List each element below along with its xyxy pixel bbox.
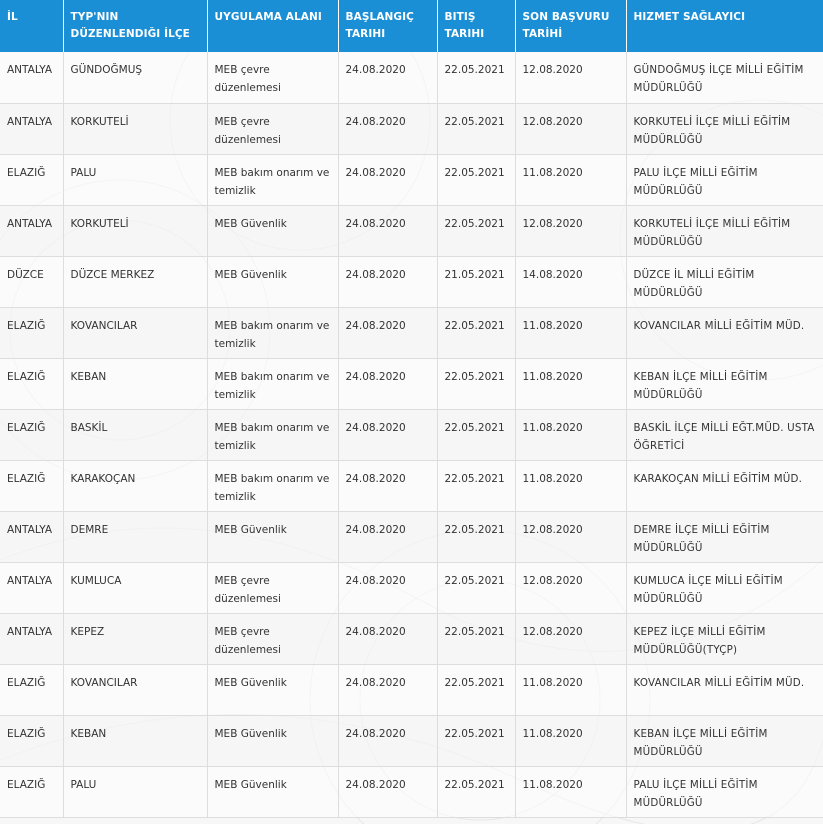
- cell-ilce: PALU: [63, 154, 207, 205]
- cell-ilce: DÜZCE MERKEZ: [63, 256, 207, 307]
- cell-ilce: KEBAN: [63, 358, 207, 409]
- cell-hizmet-saglayici: KORKUTELİ İLÇE MİLLİ EĞİTİM MÜDÜRLÜĞÜ: [626, 103, 823, 154]
- cell-baslangic: 24.08.2020: [338, 715, 437, 766]
- table-body: [0, 52, 823, 817]
- cell-hizmet-saglayici: KORKUTELİ İLÇE MİLLİ EĞİTİM MÜDÜRLÜĞÜ: [626, 205, 823, 256]
- table-row: [0, 511, 823, 562]
- cell-son-basvuru: 12.08.2020: [515, 613, 626, 664]
- cell-ilce: DEMRE: [63, 511, 207, 562]
- cell-bitis: 21.05.2021: [437, 256, 515, 307]
- cell-hizmet-saglayici: KEPEZ İLÇE MİLLİ EĞİTİM MÜDÜRLÜĞÜ(TYÇP): [626, 613, 823, 664]
- cell-il: ELAZIĞ: [0, 766, 63, 817]
- table-row: [0, 205, 823, 256]
- table-row: [0, 358, 823, 409]
- cell-ilce: KOVANCILAR: [63, 307, 207, 358]
- cell-hizmet-saglayici: KARAKOÇAN MİLLİ EĞİTİM MÜD.: [626, 460, 823, 511]
- cell-hizmet-saglayici: PALU İLÇE MİLLİ EĞİTİM MÜDÜRLÜĞÜ: [626, 766, 823, 817]
- cell-hizmet-saglayici: KEBAN İLÇE MİLLİ EĞİTİM MÜDÜRLÜĞÜ: [626, 358, 823, 409]
- cell-bitis: 22.05.2021: [437, 154, 515, 205]
- cell-uygulama-alani: MEB çevre düzenlemesi: [207, 103, 338, 154]
- cell-hizmet-saglayici: PALU İLÇE MİLLİ EĞİTİM MÜDÜRLÜĞÜ: [626, 154, 823, 205]
- header-son-basvuru-tarihi[interactable]: SON BAŞVURU TARİHİ: [515, 0, 626, 52]
- cell-son-basvuru: 12.08.2020: [515, 205, 626, 256]
- cell-bitis: 22.05.2021: [437, 103, 515, 154]
- table-row: [0, 664, 823, 715]
- cell-il: ANTALYA: [0, 562, 63, 613]
- cell-baslangic: 24.08.2020: [338, 154, 437, 205]
- cell-son-basvuru: 11.08.2020: [515, 715, 626, 766]
- table-row: [0, 766, 823, 817]
- cell-ilce: PALU: [63, 766, 207, 817]
- cell-bitis: 22.05.2021: [437, 562, 515, 613]
- cell-bitis: 22.05.2021: [437, 715, 515, 766]
- cell-son-basvuru: 11.08.2020: [515, 154, 626, 205]
- cell-hizmet-saglayici: KOVANCILAR MİLLİ EĞİTİM MÜD.: [626, 664, 823, 715]
- cell-uygulama-alani: MEB Güvenlik: [207, 715, 338, 766]
- header-uygulama-alani[interactable]: UYGULAMA ALANI: [207, 0, 338, 52]
- table-row: [0, 409, 823, 460]
- cell-hizmet-saglayici: DEMRE İLÇE MİLLİ EĞİTİM MÜDÜRLÜĞÜ: [626, 511, 823, 562]
- cell-baslangic: 24.08.2020: [338, 766, 437, 817]
- cell-uygulama-alani: MEB bakım onarım ve temizlik: [207, 358, 338, 409]
- header-baslangic-tarihi[interactable]: BAŞLANGIÇ TARIHI: [338, 0, 437, 52]
- table-row: [0, 613, 823, 664]
- cell-hizmet-saglayici: DÜZCE İL MİLLİ EĞİTİM MÜDÜRLÜĞÜ: [626, 256, 823, 307]
- table-row: [0, 256, 823, 307]
- cell-son-basvuru: 11.08.2020: [515, 460, 626, 511]
- cell-uygulama-alani: MEB bakım onarım ve temizlik: [207, 307, 338, 358]
- cell-bitis: 22.05.2021: [437, 460, 515, 511]
- cell-uygulama-alani: MEB Güvenlik: [207, 256, 338, 307]
- cell-son-basvuru: 12.08.2020: [515, 511, 626, 562]
- cell-ilce: KOVANCILAR: [63, 664, 207, 715]
- cell-ilce: KUMLUCA: [63, 562, 207, 613]
- table-row: [0, 103, 823, 154]
- cell-il: ANTALYA: [0, 205, 63, 256]
- cell-ilce: KEPEZ: [63, 613, 207, 664]
- cell-baslangic: 24.08.2020: [338, 409, 437, 460]
- cell-hizmet-saglayici: KOVANCILAR MİLLİ EĞİTİM MÜD.: [626, 307, 823, 358]
- cell-bitis: 22.05.2021: [437, 511, 515, 562]
- table-row: [0, 715, 823, 766]
- table-row: [0, 52, 823, 103]
- table-row: [0, 307, 823, 358]
- cell-baslangic: 24.08.2020: [338, 103, 437, 154]
- cell-baslangic: 24.08.2020: [338, 562, 437, 613]
- cell-ilce: KARAKOÇAN: [63, 460, 207, 511]
- cell-bitis: 22.05.2021: [437, 52, 515, 103]
- cell-bitis: 22.05.2021: [437, 358, 515, 409]
- cell-son-basvuru: 11.08.2020: [515, 664, 626, 715]
- cell-son-basvuru: 11.08.2020: [515, 409, 626, 460]
- cell-uygulama-alani: MEB Güvenlik: [207, 766, 338, 817]
- cell-son-basvuru: 11.08.2020: [515, 307, 626, 358]
- cell-baslangic: 24.08.2020: [338, 358, 437, 409]
- cell-baslangic: 24.08.2020: [338, 613, 437, 664]
- cell-son-basvuru: 11.08.2020: [515, 358, 626, 409]
- cell-hizmet-saglayici: GÜNDOĞMUŞ İLÇE MİLLİ EĞİTİM MÜDÜRLÜĞÜ: [626, 52, 823, 103]
- cell-uygulama-alani: MEB Güvenlik: [207, 205, 338, 256]
- cell-uygulama-alani: MEB çevre düzenlemesi: [207, 613, 338, 664]
- cell-il: ELAZIĞ: [0, 715, 63, 766]
- cell-ilce: BASKİL: [63, 409, 207, 460]
- cell-hizmet-saglayici: KEBAN İLÇE MİLLİ EĞİTİM MÜDÜRLÜĞÜ: [626, 715, 823, 766]
- cell-baslangic: 24.08.2020: [338, 664, 437, 715]
- cell-hizmet-saglayici: BASKİL İLÇE MİLLİ EĞT.MÜD. USTA ÖĞRETİCİ: [626, 409, 823, 460]
- cell-son-basvuru: 11.08.2020: [515, 766, 626, 817]
- header-row: [0, 0, 823, 52]
- cell-baslangic: 24.08.2020: [338, 307, 437, 358]
- table-header: [0, 0, 823, 52]
- cell-baslangic: 24.08.2020: [338, 256, 437, 307]
- cell-il: ELAZIĞ: [0, 307, 63, 358]
- cell-uygulama-alani: MEB çevre düzenlemesi: [207, 52, 338, 103]
- cell-il: DÜZCE: [0, 256, 63, 307]
- cell-baslangic: 24.08.2020: [338, 205, 437, 256]
- header-bitis-tarihi[interactable]: BITIŞ TARIHI: [437, 0, 515, 52]
- cell-hizmet-saglayici: KUMLUCA İLÇE MİLLİ EĞİTİM MÜDÜRLÜĞÜ: [626, 562, 823, 613]
- table-row: [0, 460, 823, 511]
- table-row: [0, 562, 823, 613]
- table-row: [0, 154, 823, 205]
- cell-il: ANTALYA: [0, 613, 63, 664]
- cell-ilce: KORKUTELİ: [63, 205, 207, 256]
- cell-son-basvuru: 12.08.2020: [515, 52, 626, 103]
- cell-uygulama-alani: MEB bakım onarım ve temizlik: [207, 154, 338, 205]
- cell-uygulama-alani: MEB Güvenlik: [207, 664, 338, 715]
- header-il[interactable]: İL: [0, 0, 63, 52]
- cell-ilce: KORKUTELİ: [63, 103, 207, 154]
- cell-baslangic: 24.08.2020: [338, 460, 437, 511]
- cell-il: ELAZIĞ: [0, 664, 63, 715]
- cell-son-basvuru: 12.08.2020: [515, 562, 626, 613]
- cell-son-basvuru: 12.08.2020: [515, 103, 626, 154]
- cell-bitis: 22.05.2021: [437, 307, 515, 358]
- cell-il: ELAZIĞ: [0, 358, 63, 409]
- cell-bitis: 22.05.2021: [437, 664, 515, 715]
- cell-son-basvuru: 14.08.2020: [515, 256, 626, 307]
- header-hizmet-saglayici[interactable]: HIZMET SAĞLAYICI: [626, 0, 823, 52]
- header-ilce[interactable]: TYP'NIN DÜZENLENDIĞI İLÇE: [63, 0, 207, 52]
- cell-il: ANTALYA: [0, 103, 63, 154]
- cell-baslangic: 24.08.2020: [338, 511, 437, 562]
- cell-il: ANTALYA: [0, 52, 63, 103]
- cell-uygulama-alani: MEB bakım onarım ve temizlik: [207, 460, 338, 511]
- cell-uygulama-alani: MEB bakım onarım ve temizlik: [207, 409, 338, 460]
- cell-ilce: KEBAN: [63, 715, 207, 766]
- cell-baslangic: 24.08.2020: [338, 52, 437, 103]
- cell-bitis: 22.05.2021: [437, 409, 515, 460]
- cell-il: ELAZIĞ: [0, 154, 63, 205]
- cell-ilce: GÜNDOĞMUŞ: [63, 52, 207, 103]
- cell-il: ELAZIĞ: [0, 460, 63, 511]
- cell-bitis: 22.05.2021: [437, 205, 515, 256]
- cell-il: ELAZIĞ: [0, 409, 63, 460]
- cell-uygulama-alani: MEB çevre düzenlemesi: [207, 562, 338, 613]
- cell-bitis: 22.05.2021: [437, 766, 515, 817]
- cell-bitis: 22.05.2021: [437, 613, 515, 664]
- cell-il: ANTALYA: [0, 511, 63, 562]
- cell-uygulama-alani: MEB Güvenlik: [207, 511, 338, 562]
